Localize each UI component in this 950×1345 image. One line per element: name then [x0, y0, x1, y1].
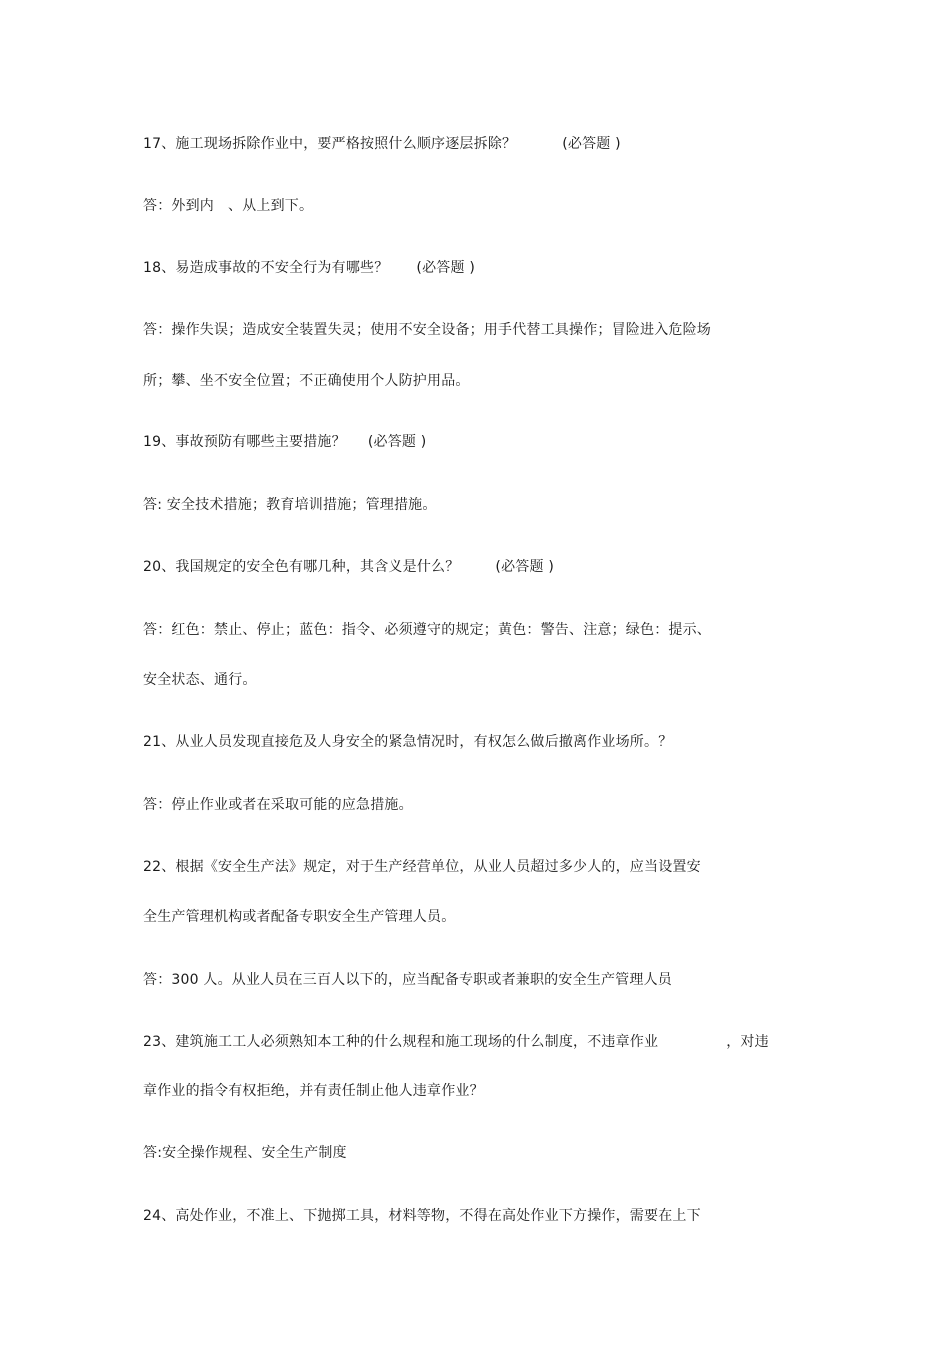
question-23-line1-part2: ，对违 — [726, 1034, 769, 1050]
answer-17 — [143, 197, 313, 215]
question-17 — [143, 135, 621, 153]
answer-17-part1: 答：外到内 — [143, 198, 214, 214]
answer-22: 答：300 人。从业人员在三百人以下的，应当配备专职或者兼职的安全生产管理人员 — [143, 972, 672, 988]
question-20-text: 20、我国规定的安全色有哪几种，其含义是什么？ — [143, 559, 460, 575]
answer-23: 答:安全操作规程、安全生产制度 — [143, 1145, 347, 1161]
answer-20-line1: 答：红色：禁止、停止；蓝色：指令、必须遵守的规定；黄色：警告、注意；绿色：提示、 — [143, 622, 711, 638]
answer-21: 答：停止作业或者在采取可能的应急措施。 — [143, 797, 413, 813]
question-17-text: 17、施工现场拆除作业中，要严格按照什么顺序逐层拆除？ — [143, 136, 517, 152]
question-24-line1: 24、高处作业，不准上、下抛掷工具，材料等物，不得在高处作业下方操作，需要在上下 — [143, 1208, 701, 1224]
answer-18-line1: 答：操作失误；造成安全装置失灵；使用不安全设备；用手代替工具操作；冒险进入危险场 — [143, 322, 711, 338]
question-23-line1 — [143, 1033, 769, 1051]
question-22-line2: 全生产管理机构或者配备专职安全生产管理人员。 — [143, 909, 456, 925]
question-23-line1-part1: 23、建筑施工工人必须熟知本工种的什么规程和施工现场的什么制度，不违章作业 — [143, 1034, 659, 1050]
question-22-line1: 22、根据《安全生产法》规定，对于生产经营单位，从业人员超过多少人的，应当设置安 — [143, 859, 701, 875]
question-18-tag: (必答题 ) — [416, 260, 475, 276]
question-23-line2: 章作业的指令有权拒绝，并有责任制止他人违章作业？ — [143, 1083, 484, 1099]
question-21: 21、从业人员发现直接危及人身安全的紧急情况时，有权怎么做后撤离作业场所。？ — [143, 734, 673, 750]
question-20 — [143, 558, 554, 576]
question-19-text: 19、事故预防有哪些主要措施？ — [143, 434, 346, 450]
question-19-tag: (必答题 ) — [367, 434, 427, 450]
answer-19: 答: 安全技术措施；教育培训措施；管理措施。 — [143, 497, 437, 513]
question-17-tag: (必答题 ) — [562, 136, 621, 152]
question-18-text: 18、易造成事故的不安全行为有哪些？ — [143, 260, 389, 276]
answer-20-line2: 安全状态、通行。 — [143, 672, 257, 688]
question-18 — [143, 259, 475, 277]
answer-18-line2: 所；攀、坐不安全位置；不正确使用个人防护用品。 — [143, 373, 470, 389]
question-20-tag: (必答题 ) — [495, 559, 554, 575]
question-19 — [143, 433, 426, 451]
answer-17-part2: 、从上到下。 — [228, 198, 314, 214]
